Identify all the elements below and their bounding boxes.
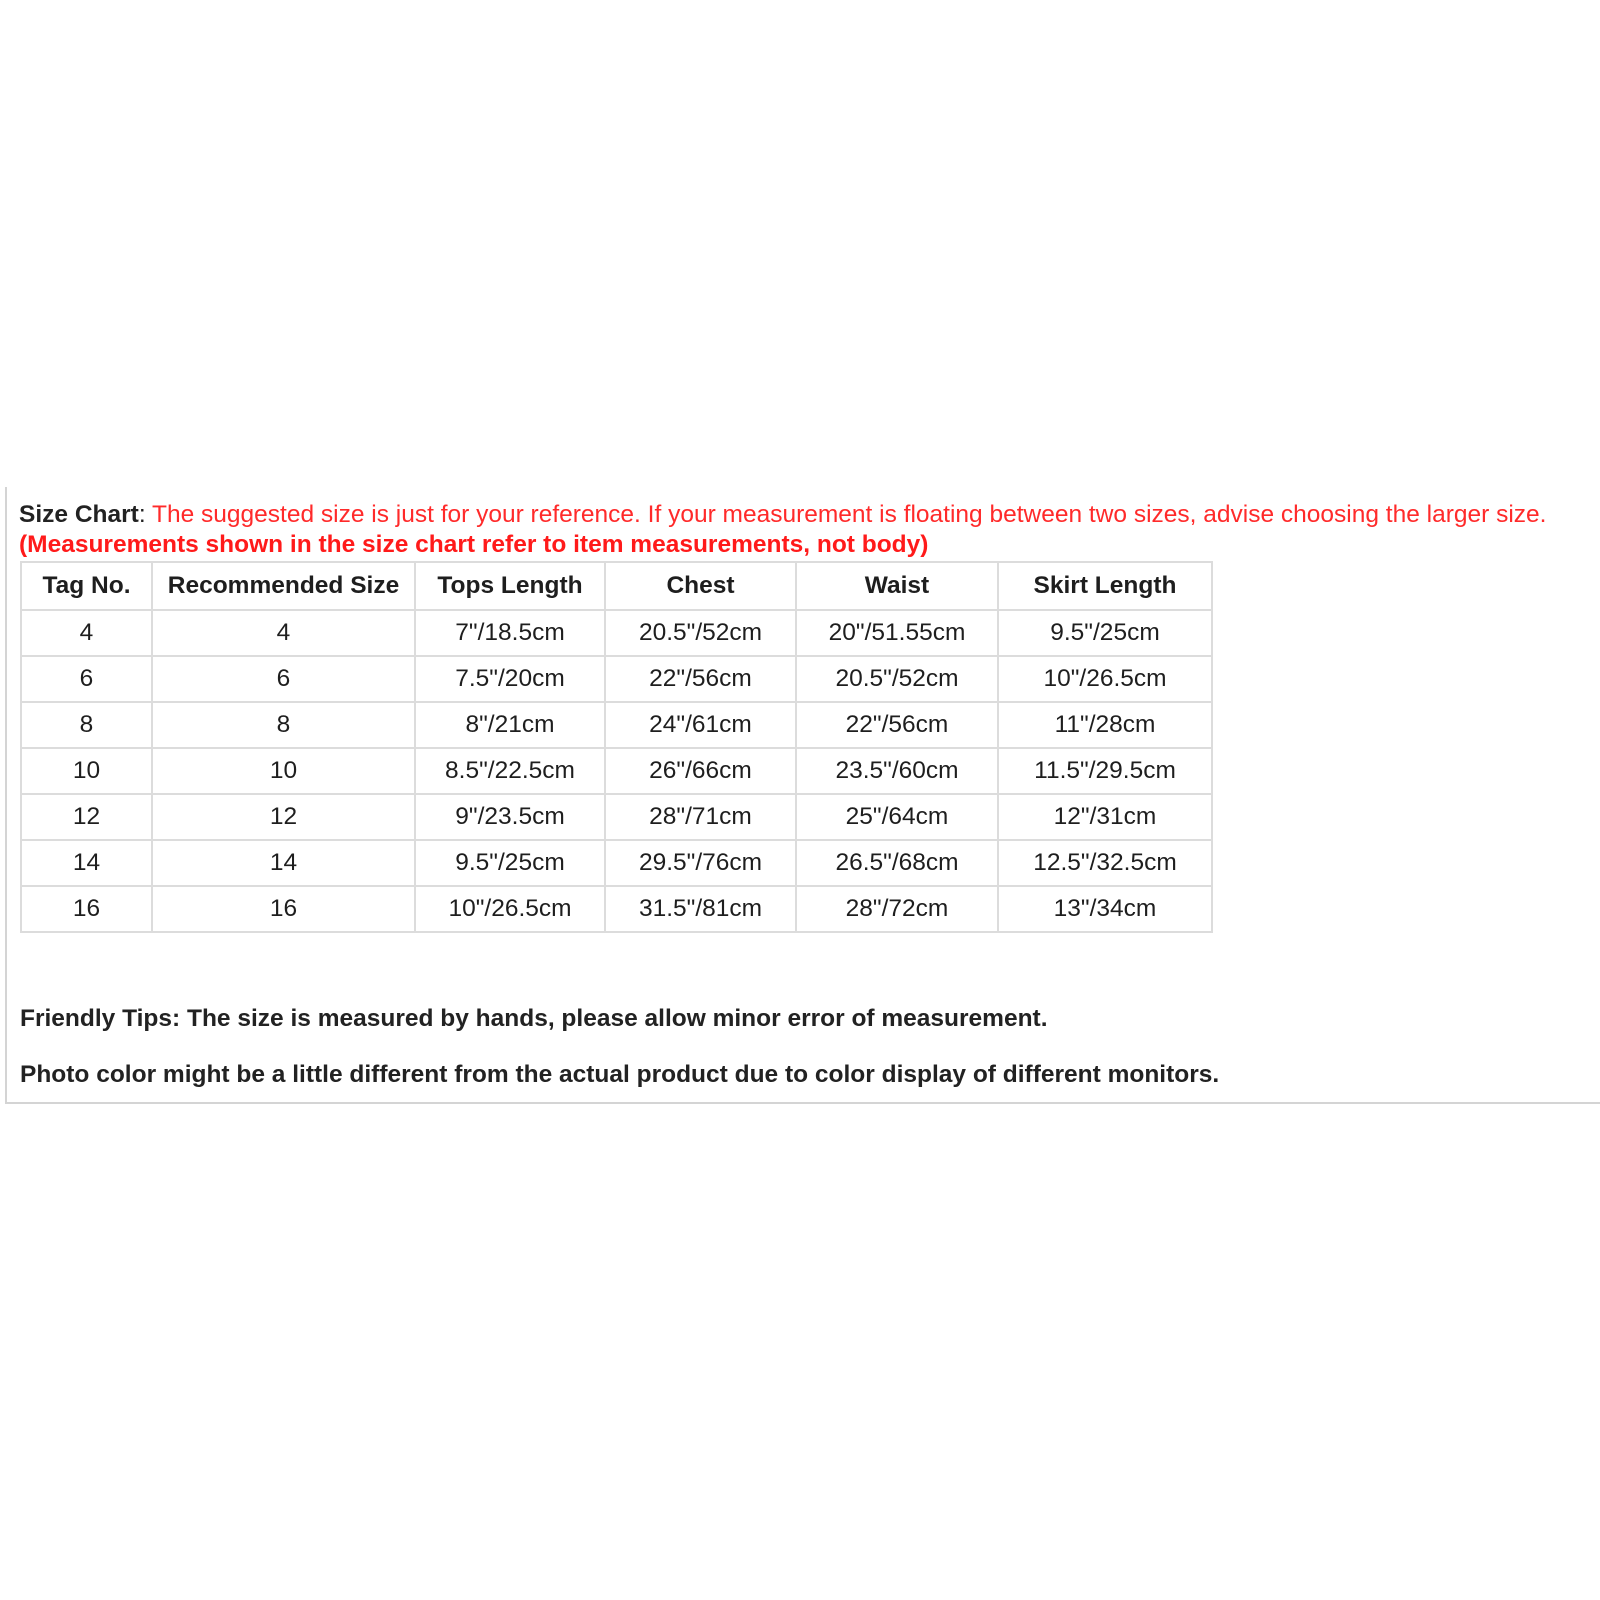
cell-skirt-length: 11"/28cm [998,702,1212,748]
table-row [21,656,1212,702]
cell-recommended-size: 14 [152,840,415,886]
cell-chest: 31.5"/81cm [605,886,796,932]
cell-tops-length: 7.5"/20cm [415,656,605,702]
cell-tops-length: 8.5"/22.5cm [415,748,605,794]
header-skirt-length: Skirt Length [998,562,1212,610]
header-chest: Chest [605,562,796,610]
size-chart-note: (Measurements shown in the size chart refer to item measurements, not body) [19,531,929,558]
cell-tag-no: 16 [21,886,152,932]
cell-chest: 29.5"/76cm [605,840,796,886]
cell-tag-no: 10 [21,748,152,794]
cell-tops-length: 10"/26.5cm [415,886,605,932]
header-tag-no: Tag No. [21,562,152,610]
cell-tag-no: 14 [21,840,152,886]
cell-tops-length: 9.5"/25cm [415,840,605,886]
table-row [21,748,1212,794]
cell-waist: 20"/51.55cm [796,610,998,656]
table-row [21,702,1212,748]
cell-chest: 20.5"/52cm [605,610,796,656]
cell-waist: 25"/64cm [796,794,998,840]
cell-skirt-length: 12"/31cm [998,794,1212,840]
cell-chest: 22"/56cm [605,656,796,702]
header-recommended-size: Recommended Size [152,562,415,610]
header-waist: Waist [796,562,998,610]
size-chart-intro [19,500,1599,560]
size-chart-colon: : [138,501,146,528]
table-row [21,886,1212,932]
cell-skirt-length: 11.5"/29.5cm [998,748,1212,794]
cell-waist: 23.5"/60cm [796,748,998,794]
cell-waist: 22"/56cm [796,702,998,748]
cell-waist: 28"/72cm [796,886,998,932]
header-tops-length: Tops Length [415,562,605,610]
cell-recommended-size: 8 [152,702,415,748]
cell-chest: 26"/66cm [605,748,796,794]
photo-color-note: Photo color might be a little different from the actual product due to color display of different monitors. [20,1061,1220,1088]
cell-tops-length: 7"/18.5cm [415,610,605,656]
cell-skirt-length: 9.5"/25cm [998,610,1212,656]
cell-skirt-length: 13"/34cm [998,886,1212,932]
cell-waist: 26.5"/68cm [796,840,998,886]
cell-chest: 24"/61cm [605,702,796,748]
cell-recommended-size: 12 [152,794,415,840]
table-header-row [21,562,1212,610]
cell-tag-no: 8 [21,702,152,748]
cell-tag-no: 4 [21,610,152,656]
cell-tag-no: 6 [21,656,152,702]
cell-waist: 20.5"/52cm [796,656,998,702]
size-chart-label: Size Chart [19,501,139,528]
table-row [21,610,1212,656]
table-row [21,840,1212,886]
cell-skirt-length: 12.5"/32.5cm [998,840,1212,886]
cell-chest: 28"/71cm [605,794,796,840]
size-chart-panel [5,487,1600,1104]
cell-recommended-size: 16 [152,886,415,932]
size-table [20,561,1213,933]
size-chart-advice: The suggested size is just for your reference. If your measurement is floating between two sizes, advise choosing the larger size. [145,501,1547,528]
cell-tops-length: 9"/23.5cm [415,794,605,840]
table-row [21,794,1212,840]
cell-tag-no: 12 [21,794,152,840]
friendly-tips-text: Friendly Tips: The size is measured by hands, please allow minor error of measurement. [20,1005,1048,1032]
cell-tops-length: 8"/21cm [415,702,605,748]
cell-recommended-size: 6 [152,656,415,702]
cell-recommended-size: 10 [152,748,415,794]
cell-skirt-length: 10"/26.5cm [998,656,1212,702]
cell-recommended-size: 4 [152,610,415,656]
